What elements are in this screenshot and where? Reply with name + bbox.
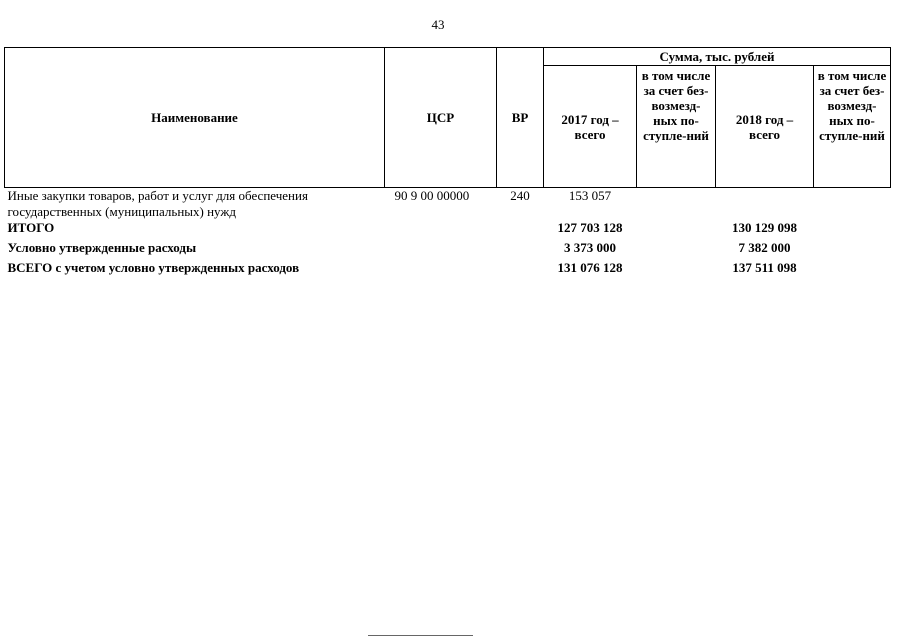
summary-2017-total: 127 703 128 xyxy=(557,220,623,235)
summary-2018-total: 130 129 098 xyxy=(732,220,797,235)
table-header xyxy=(5,48,891,188)
header-vr: ВР xyxy=(497,48,544,188)
footer-divider xyxy=(368,635,473,637)
summary-2017-total: 3 373 000 xyxy=(564,240,616,255)
header-2018-grants: в том числе за счет без-возмезд-ных по-ступле-ний xyxy=(814,66,891,188)
row-name: Иные закупки товаров, работ и услуг для обеспечения государственных (муниципальных) нужд xyxy=(7,188,308,219)
summary-2018-total: 137 511 098 xyxy=(732,260,797,275)
page-number: 43 xyxy=(431,17,445,32)
header-sum-group: Сумма, тыс. рублей xyxy=(544,48,891,66)
row-vr: 240 xyxy=(510,188,530,203)
row-2017-total: 153 057 xyxy=(568,188,612,203)
budget-table xyxy=(4,47,891,280)
summary-label: ВСЕГО с учетом условно утвержденных расходов xyxy=(7,260,300,275)
header-2017-total: 2017 год – всего xyxy=(544,66,637,188)
summary-row-grand-total xyxy=(5,260,891,280)
header-2018-total: 2018 год – всего xyxy=(716,66,814,188)
row-2018-total xyxy=(716,188,814,221)
header-csr: ЦСР xyxy=(385,48,497,188)
summary-label: ИТОГО xyxy=(7,220,55,235)
summary-row-total xyxy=(5,220,891,240)
summary-2017-total: 131 076 128 xyxy=(557,260,623,275)
row-2017-grants xyxy=(637,188,716,221)
summary-label: Условно утвержденные расходы xyxy=(7,240,197,255)
summary-2018-total: 7 382 000 xyxy=(738,240,791,255)
row-csr: 90 9 00 00000 xyxy=(394,188,470,203)
table-row xyxy=(5,188,891,221)
header-2017-grants: в том числе за счет без-возмезд-ных по-ступле-ний xyxy=(637,66,716,188)
table-body xyxy=(5,188,891,281)
summary-row-conditional xyxy=(5,240,891,260)
row-2018-grants xyxy=(814,188,891,221)
header-name: Наименование xyxy=(5,48,385,188)
